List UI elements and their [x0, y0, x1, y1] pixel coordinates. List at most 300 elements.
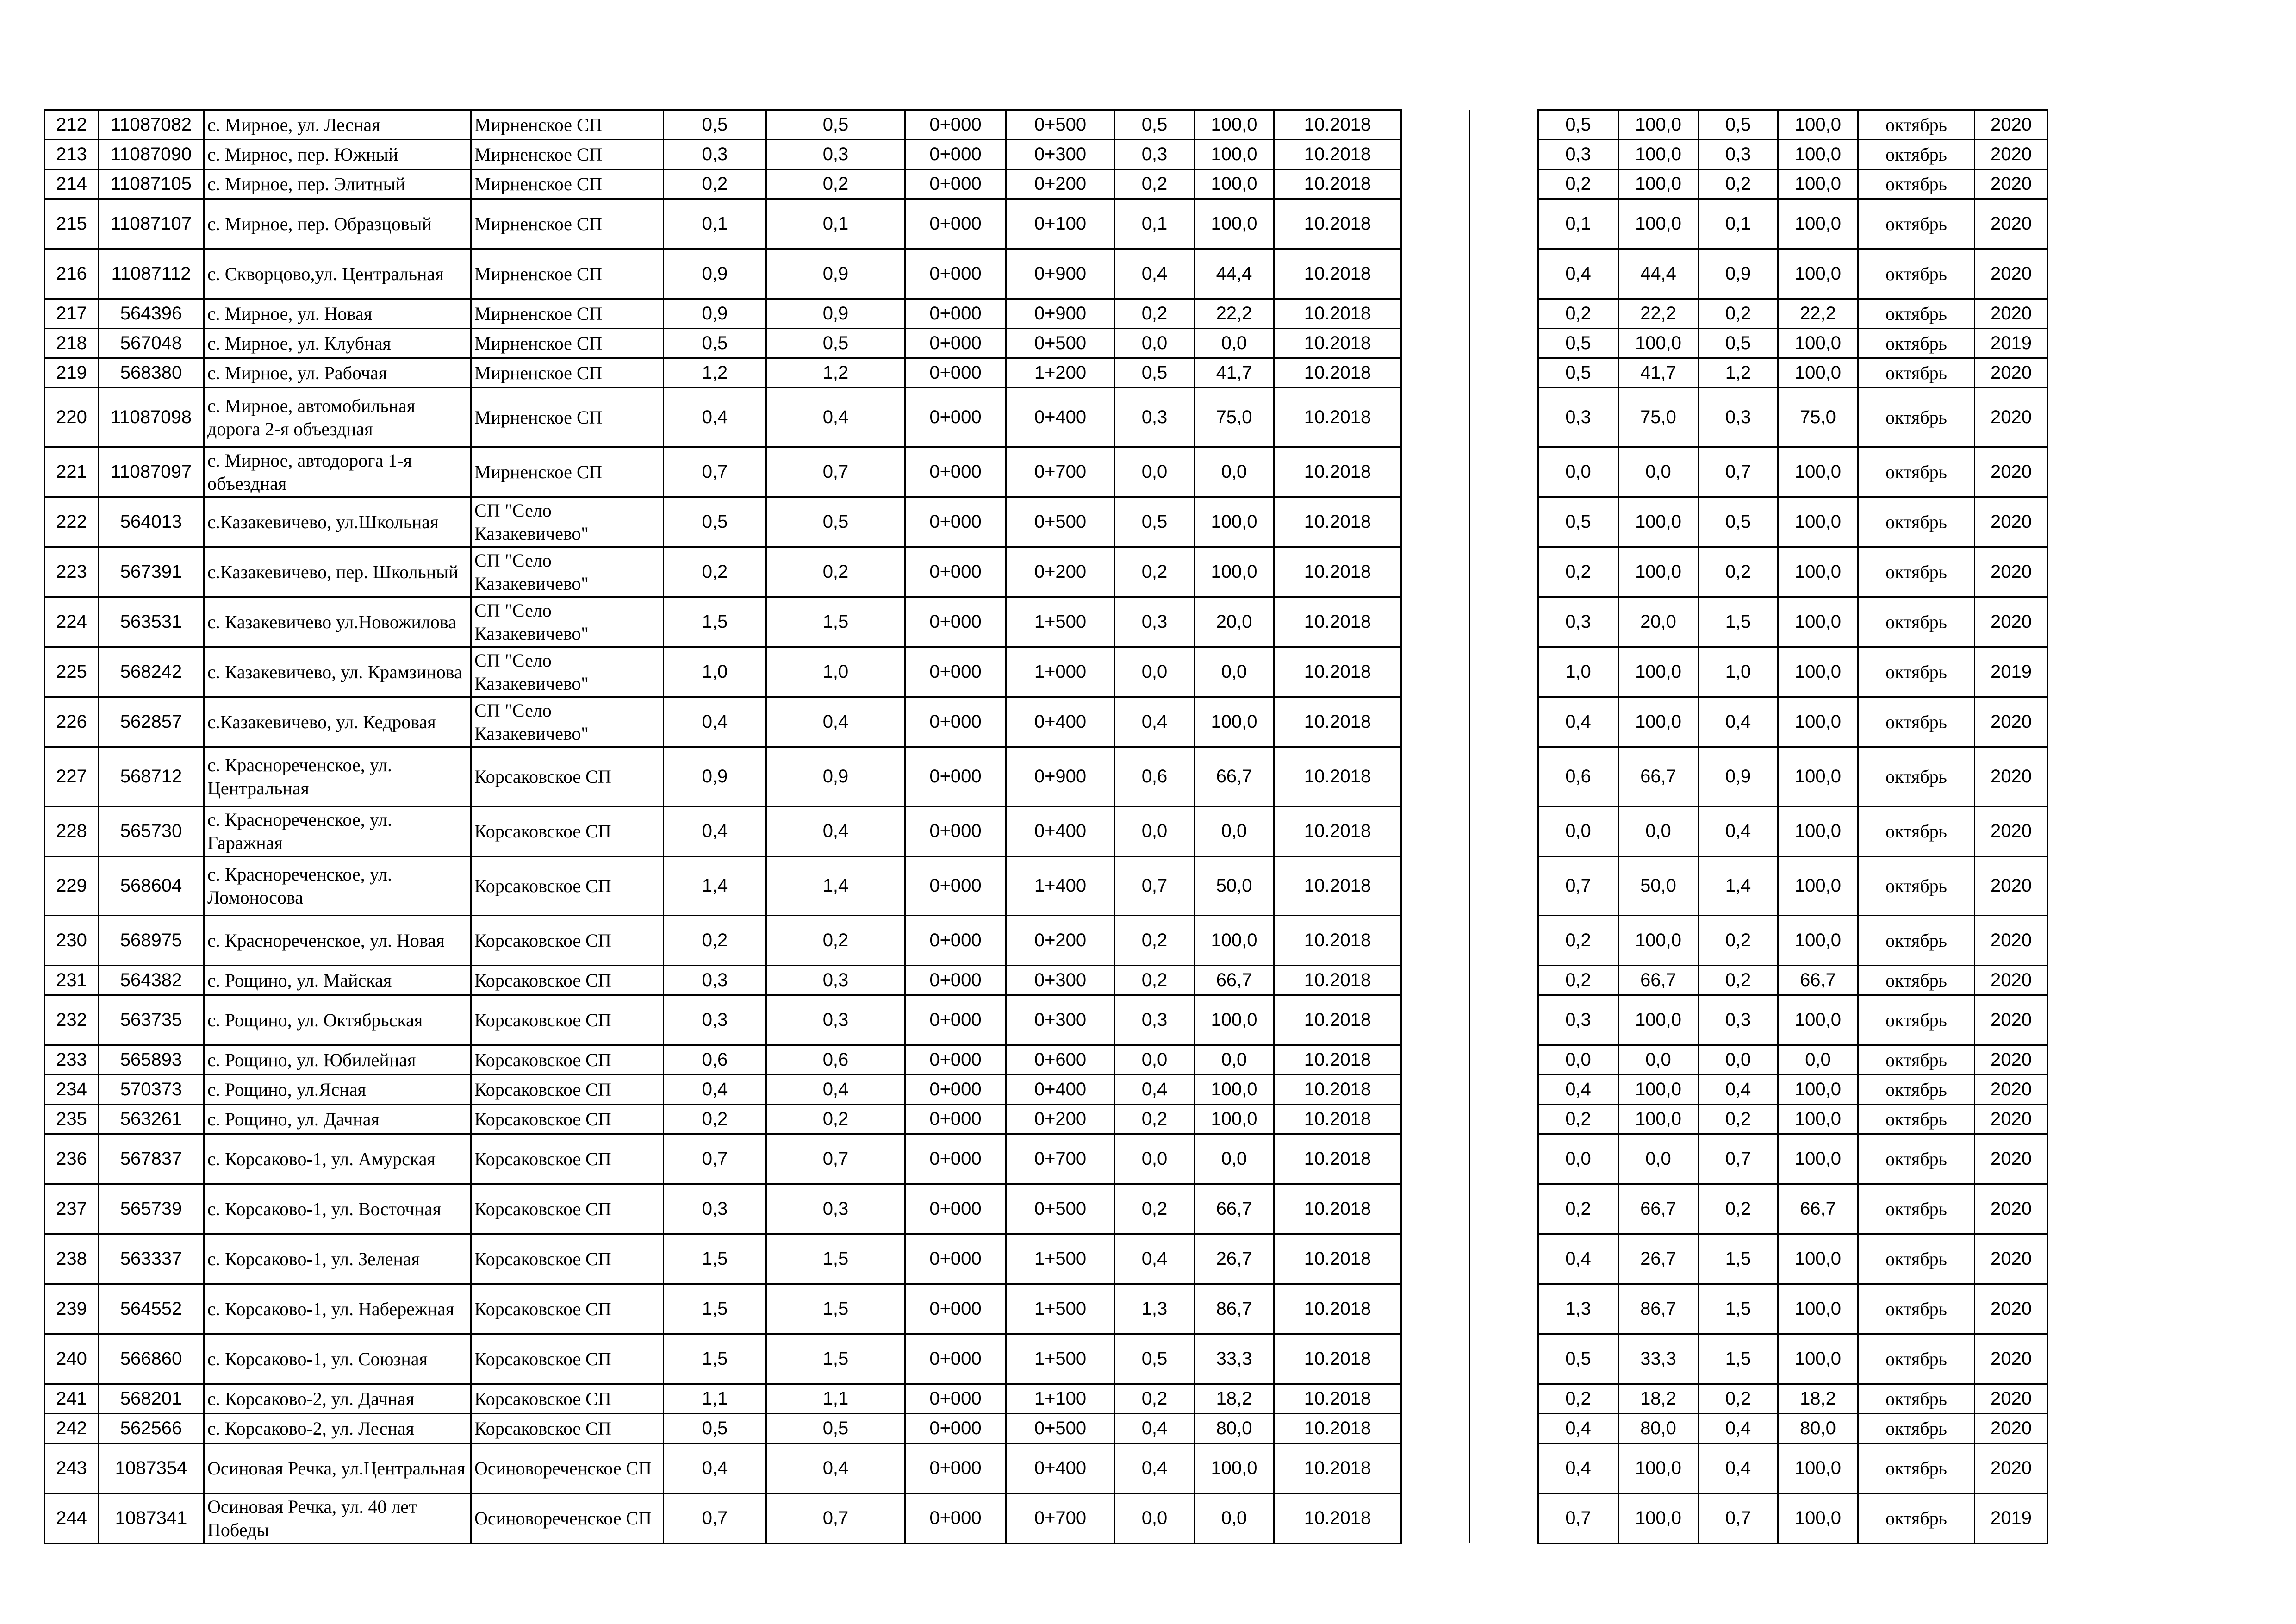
cell-repaired-km: 0,3 — [1115, 388, 1195, 447]
cell-blank-col-a — [1401, 299, 1470, 329]
cell-road-name: с. Мирное, ул. Новая — [204, 299, 471, 329]
cell-row-number: 223 — [45, 547, 99, 597]
cell-total-pct: 0,0 — [1778, 1045, 1858, 1075]
cell-month: октябрь — [1858, 856, 1975, 916]
cell-settlement: СП "Село Казакевичево" — [471, 697, 664, 747]
cell-plan-pct: 66,7 — [1618, 1184, 1699, 1234]
cell-year: 2020 — [1975, 169, 2048, 199]
cell-road-id: 1087341 — [99, 1493, 204, 1543]
cell-repaired-pct: 100,0 — [1195, 1075, 1274, 1105]
cell-month: октябрь — [1858, 747, 1975, 806]
cell-settlement: Мирненское СП — [471, 447, 664, 497]
cell-repair-date: 10.2018 — [1274, 647, 1401, 697]
cell-blank-col-a — [1401, 966, 1470, 995]
cell-total-km: 0,7 — [1699, 447, 1778, 497]
cell-road-id: 11087112 — [99, 249, 204, 299]
cell-repair-date: 10.2018 — [1274, 1234, 1401, 1284]
cell-start-km: 0+000 — [905, 916, 1006, 966]
cell-length-total: 1,2 — [664, 358, 766, 388]
cell-row-number: 243 — [45, 1443, 99, 1493]
cell-total-pct: 100,0 — [1778, 249, 1858, 299]
cell-repair-date: 10.2018 — [1274, 1184, 1401, 1234]
table-row — [45, 1184, 2048, 1234]
cell-blank-col-b — [1470, 329, 1538, 358]
cell-start-km: 0+000 — [905, 647, 1006, 697]
cell-repaired-km: 0,0 — [1115, 447, 1195, 497]
cell-length-repair: 1,5 — [766, 1334, 905, 1384]
cell-repaired-pct: 100,0 — [1195, 697, 1274, 747]
cell-plan-km: 0,2 — [1538, 1105, 1618, 1134]
cell-start-km: 0+000 — [905, 1284, 1006, 1334]
cell-repair-date: 10.2018 — [1274, 747, 1401, 806]
cell-total-pct: 75,0 — [1778, 388, 1858, 447]
cell-road-name: с. Корсаково-1, ул. Зеленая — [204, 1234, 471, 1284]
cell-row-number: 244 — [45, 1493, 99, 1543]
cell-length-total: 0,3 — [664, 995, 766, 1045]
cell-end-km: 0+200 — [1006, 916, 1115, 966]
cell-end-km: 0+900 — [1006, 747, 1115, 806]
cell-month: октябрь — [1858, 249, 1975, 299]
cell-year: 2020 — [1975, 597, 2048, 647]
cell-plan-km: 0,2 — [1538, 966, 1618, 995]
table-row — [45, 140, 2048, 169]
cell-blank-col-b — [1470, 1414, 1538, 1443]
cell-road-id: 563735 — [99, 995, 204, 1045]
cell-length-total: 0,7 — [664, 1134, 766, 1184]
cell-blank-col-b — [1470, 1284, 1538, 1334]
cell-year: 2020 — [1975, 856, 2048, 916]
cell-plan-pct: 100,0 — [1618, 329, 1699, 358]
cell-month: октябрь — [1858, 169, 1975, 199]
cell-plan-pct: 100,0 — [1618, 140, 1699, 169]
cell-end-km: 0+500 — [1006, 1184, 1115, 1234]
table-row — [45, 597, 2048, 647]
cell-plan-pct: 100,0 — [1618, 1493, 1699, 1543]
cell-repaired-pct: 50,0 — [1195, 856, 1274, 916]
cell-repair-date: 10.2018 — [1274, 299, 1401, 329]
cell-repaired-pct: 0,0 — [1195, 329, 1274, 358]
cell-plan-km: 0,5 — [1538, 497, 1618, 547]
cell-road-name: Осиновая Речка, ул.Центральная — [204, 1443, 471, 1493]
cell-total-km: 0,4 — [1699, 1414, 1778, 1443]
cell-road-name: с. Рощино, ул. Дачная — [204, 1105, 471, 1134]
cell-row-number: 227 — [45, 747, 99, 806]
cell-length-repair: 0,3 — [766, 1184, 905, 1234]
cell-repair-date: 10.2018 — [1274, 1384, 1401, 1414]
cell-length-total: 1,0 — [664, 647, 766, 697]
cell-plan-km: 0,4 — [1538, 1234, 1618, 1284]
cell-repair-date: 10.2018 — [1274, 597, 1401, 647]
cell-total-pct: 100,0 — [1778, 995, 1858, 1045]
cell-repaired-pct: 18,2 — [1195, 1384, 1274, 1414]
cell-repair-date: 10.2018 — [1274, 966, 1401, 995]
cell-year: 2020 — [1975, 697, 2048, 747]
cell-total-km: 0,2 — [1699, 299, 1778, 329]
cell-repaired-km: 0,3 — [1115, 597, 1195, 647]
cell-month: октябрь — [1858, 547, 1975, 597]
cell-road-id: 563531 — [99, 597, 204, 647]
cell-repaired-km: 0,5 — [1115, 110, 1195, 140]
cell-road-name: с. Корсаково-1, ул. Восточная — [204, 1184, 471, 1234]
cell-length-total: 1,4 — [664, 856, 766, 916]
cell-repair-date: 10.2018 — [1274, 1134, 1401, 1184]
cell-total-km: 0,0 — [1699, 1045, 1778, 1075]
cell-total-pct: 22,2 — [1778, 299, 1858, 329]
cell-plan-pct: 18,2 — [1618, 1384, 1699, 1414]
cell-repaired-km: 0,2 — [1115, 547, 1195, 597]
cell-repair-date: 10.2018 — [1274, 1414, 1401, 1443]
cell-road-id: 565730 — [99, 806, 204, 856]
cell-length-total: 0,7 — [664, 1493, 766, 1543]
cell-total-km: 0,9 — [1699, 747, 1778, 806]
cell-blank-col-a — [1401, 1384, 1470, 1414]
cell-total-km: 1,5 — [1699, 1234, 1778, 1284]
cell-blank-col-a — [1401, 597, 1470, 647]
cell-repaired-pct: 100,0 — [1195, 110, 1274, 140]
cell-total-pct: 18,2 — [1778, 1384, 1858, 1414]
cell-length-repair: 0,7 — [766, 1134, 905, 1184]
cell-repaired-km: 0,2 — [1115, 1105, 1195, 1134]
cell-repaired-pct: 0,0 — [1195, 1493, 1274, 1543]
cell-end-km: 0+500 — [1006, 497, 1115, 547]
cell-length-repair: 0,9 — [766, 747, 905, 806]
cell-blank-col-a — [1401, 1134, 1470, 1184]
cell-end-km: 0+700 — [1006, 447, 1115, 497]
cell-start-km: 0+000 — [905, 169, 1006, 199]
cell-length-repair: 0,5 — [766, 1414, 905, 1443]
cell-repair-date: 10.2018 — [1274, 995, 1401, 1045]
cell-plan-km: 0,2 — [1538, 169, 1618, 199]
cell-plan-km: 0,3 — [1538, 140, 1618, 169]
cell-repair-date: 10.2018 — [1274, 856, 1401, 916]
cell-road-name: с. Корсаково-1, ул. Амурская — [204, 1134, 471, 1184]
cell-end-km: 0+300 — [1006, 995, 1115, 1045]
cell-row-number: 233 — [45, 1045, 99, 1075]
cell-blank-col-a — [1401, 1443, 1470, 1493]
cell-total-km: 0,2 — [1699, 1105, 1778, 1134]
table-row — [45, 447, 2048, 497]
cell-blank-col-b — [1470, 806, 1538, 856]
cell-length-total: 0,4 — [664, 697, 766, 747]
cell-month: октябрь — [1858, 1334, 1975, 1384]
cell-month: октябрь — [1858, 995, 1975, 1045]
cell-repaired-km: 0,0 — [1115, 1493, 1195, 1543]
cell-year: 2020 — [1975, 966, 2048, 995]
cell-year: 2020 — [1975, 447, 2048, 497]
cell-length-total: 0,3 — [664, 966, 766, 995]
cell-year: 2019 — [1975, 647, 2048, 697]
cell-road-name: с. Корсаково-2, ул. Дачная — [204, 1384, 471, 1414]
cell-row-number: 215 — [45, 199, 99, 249]
cell-month: октябрь — [1858, 1443, 1975, 1493]
cell-settlement: Корсаковское СП — [471, 916, 664, 966]
table-row — [45, 1443, 2048, 1493]
cell-blank-col-b — [1470, 358, 1538, 388]
cell-road-id: 564552 — [99, 1284, 204, 1334]
cell-repaired-km: 0,7 — [1115, 856, 1195, 916]
cell-year: 2020 — [1975, 249, 2048, 299]
cell-plan-pct: 100,0 — [1618, 110, 1699, 140]
cell-year: 2020 — [1975, 1105, 2048, 1134]
cell-length-total: 0,5 — [664, 497, 766, 547]
table-row — [45, 1493, 2048, 1543]
cell-start-km: 0+000 — [905, 1134, 1006, 1184]
cell-repaired-pct: 0,0 — [1195, 447, 1274, 497]
cell-road-name: с. Мирное, ул. Лесная — [204, 110, 471, 140]
cell-end-km: 0+400 — [1006, 388, 1115, 447]
cell-road-id: 563337 — [99, 1234, 204, 1284]
cell-total-km: 1,5 — [1699, 597, 1778, 647]
cell-year: 2020 — [1975, 1184, 2048, 1234]
cell-row-number: 232 — [45, 995, 99, 1045]
cell-plan-pct: 100,0 — [1618, 1443, 1699, 1493]
cell-row-number: 228 — [45, 806, 99, 856]
cell-total-km: 0,9 — [1699, 249, 1778, 299]
cell-length-repair: 0,1 — [766, 199, 905, 249]
cell-blank-col-b — [1470, 447, 1538, 497]
cell-year: 2020 — [1975, 140, 2048, 169]
cell-month: октябрь — [1858, 199, 1975, 249]
cell-start-km: 0+000 — [905, 110, 1006, 140]
cell-road-id: 1087354 — [99, 1443, 204, 1493]
cell-end-km: 0+700 — [1006, 1134, 1115, 1184]
cell-start-km: 0+000 — [905, 1184, 1006, 1234]
cell-length-total: 0,5 — [664, 110, 766, 140]
cell-plan-pct: 0,0 — [1618, 1045, 1699, 1075]
cell-repair-date: 10.2018 — [1274, 806, 1401, 856]
cell-settlement: Корсаковское СП — [471, 747, 664, 806]
cell-plan-pct: 100,0 — [1618, 1075, 1699, 1105]
cell-plan-km: 0,4 — [1538, 697, 1618, 747]
cell-year: 2020 — [1975, 1284, 2048, 1334]
cell-start-km: 0+000 — [905, 299, 1006, 329]
cell-total-km: 0,3 — [1699, 388, 1778, 447]
cell-row-number: 239 — [45, 1284, 99, 1334]
cell-repaired-pct: 0,0 — [1195, 647, 1274, 697]
table-row — [45, 856, 2048, 916]
cell-start-km: 0+000 — [905, 1045, 1006, 1075]
cell-length-total: 0,7 — [664, 447, 766, 497]
cell-length-repair: 1,5 — [766, 597, 905, 647]
cell-length-repair: 0,4 — [766, 1075, 905, 1105]
cell-blank-col-a — [1401, 1414, 1470, 1443]
cell-blank-col-a — [1401, 447, 1470, 497]
cell-repair-date: 10.2018 — [1274, 1045, 1401, 1075]
cell-total-pct: 66,7 — [1778, 966, 1858, 995]
cell-plan-pct: 0,0 — [1618, 1134, 1699, 1184]
cell-settlement: Мирненское СП — [471, 358, 664, 388]
cell-year: 2020 — [1975, 1234, 2048, 1284]
cell-repair-date: 10.2018 — [1274, 1334, 1401, 1384]
cell-settlement: Корсаковское СП — [471, 966, 664, 995]
cell-plan-km: 0,2 — [1538, 916, 1618, 966]
cell-year: 2020 — [1975, 299, 2048, 329]
cell-year: 2020 — [1975, 1384, 2048, 1414]
cell-road-id: 568604 — [99, 856, 204, 916]
cell-repaired-pct: 66,7 — [1195, 747, 1274, 806]
cell-road-id: 567391 — [99, 547, 204, 597]
cell-road-name: с. Мирное, автомобильная дорога 2-я объездная — [204, 388, 471, 447]
cell-total-pct: 100,0 — [1778, 597, 1858, 647]
table-row — [45, 1284, 2048, 1334]
cell-settlement: Корсаковское СП — [471, 806, 664, 856]
cell-row-number: 213 — [45, 140, 99, 169]
cell-blank-col-b — [1470, 140, 1538, 169]
cell-start-km: 0+000 — [905, 966, 1006, 995]
cell-year: 2019 — [1975, 1493, 2048, 1543]
cell-plan-pct: 44,4 — [1618, 249, 1699, 299]
cell-repaired-km: 0,2 — [1115, 299, 1195, 329]
cell-blank-col-b — [1470, 1334, 1538, 1384]
cell-start-km: 0+000 — [905, 497, 1006, 547]
cell-plan-km: 0,6 — [1538, 747, 1618, 806]
cell-blank-col-b — [1470, 169, 1538, 199]
cell-end-km: 0+400 — [1006, 806, 1115, 856]
cell-plan-pct: 26,7 — [1618, 1234, 1699, 1284]
cell-total-pct: 100,0 — [1778, 1075, 1858, 1105]
cell-month: октябрь — [1858, 806, 1975, 856]
table-row — [45, 697, 2048, 747]
cell-blank-col-b — [1470, 1105, 1538, 1134]
cell-start-km: 0+000 — [905, 358, 1006, 388]
cell-settlement: Корсаковское СП — [471, 1134, 664, 1184]
cell-length-total: 0,4 — [664, 388, 766, 447]
cell-year: 2020 — [1975, 806, 2048, 856]
cell-start-km: 0+000 — [905, 697, 1006, 747]
cell-blank-col-b — [1470, 199, 1538, 249]
cell-road-id: 11087090 — [99, 140, 204, 169]
cell-repaired-pct: 66,7 — [1195, 966, 1274, 995]
cell-plan-km: 0,0 — [1538, 806, 1618, 856]
cell-month: октябрь — [1858, 1493, 1975, 1543]
cell-total-km: 0,2 — [1699, 169, 1778, 199]
cell-total-pct: 100,0 — [1778, 1234, 1858, 1284]
cell-month: октябрь — [1858, 1134, 1975, 1184]
cell-repair-date: 10.2018 — [1274, 199, 1401, 249]
cell-start-km: 0+000 — [905, 1443, 1006, 1493]
cell-year: 2020 — [1975, 110, 2048, 140]
cell-road-id: 568975 — [99, 916, 204, 966]
cell-year: 2020 — [1975, 747, 2048, 806]
cell-blank-col-b — [1470, 1493, 1538, 1543]
table-row — [45, 299, 2048, 329]
cell-blank-col-b — [1470, 966, 1538, 995]
cell-end-km: 0+500 — [1006, 110, 1115, 140]
cell-start-km: 0+000 — [905, 1493, 1006, 1543]
cell-end-km: 1+500 — [1006, 597, 1115, 647]
cell-plan-km: 0,0 — [1538, 1045, 1618, 1075]
cell-total-pct: 100,0 — [1778, 140, 1858, 169]
table-row — [45, 1384, 2048, 1414]
cell-blank-col-b — [1470, 597, 1538, 647]
cell-blank-col-b — [1470, 388, 1538, 447]
cell-end-km: 0+400 — [1006, 1075, 1115, 1105]
cell-total-pct: 100,0 — [1778, 547, 1858, 597]
cell-blank-col-a — [1401, 806, 1470, 856]
cell-road-name: с. Краснореченское, ул. Центральная — [204, 747, 471, 806]
cell-length-repair: 0,7 — [766, 1493, 905, 1543]
cell-start-km: 0+000 — [905, 1105, 1006, 1134]
cell-settlement: Мирненское СП — [471, 299, 664, 329]
cell-end-km: 1+400 — [1006, 856, 1115, 916]
cell-month: октябрь — [1858, 358, 1975, 388]
cell-row-number: 212 — [45, 110, 99, 140]
cell-blank-col-a — [1401, 1075, 1470, 1105]
cell-total-km: 1,5 — [1699, 1284, 1778, 1334]
cell-repaired-km: 0,5 — [1115, 497, 1195, 547]
cell-total-pct: 100,0 — [1778, 747, 1858, 806]
cell-total-pct: 100,0 — [1778, 447, 1858, 497]
road-repair-table — [44, 109, 2048, 1544]
cell-total-pct: 100,0 — [1778, 1134, 1858, 1184]
cell-row-number: 224 — [45, 597, 99, 647]
cell-repaired-pct: 26,7 — [1195, 1234, 1274, 1284]
cell-end-km: 0+700 — [1006, 1493, 1115, 1543]
cell-blank-col-a — [1401, 1184, 1470, 1234]
cell-road-name: с.Казакевичево, пер. Школьный — [204, 547, 471, 597]
cell-settlement: Мирненское СП — [471, 249, 664, 299]
cell-end-km: 0+900 — [1006, 249, 1115, 299]
cell-blank-col-a — [1401, 547, 1470, 597]
cell-start-km: 0+000 — [905, 1075, 1006, 1105]
cell-start-km: 0+000 — [905, 597, 1006, 647]
cell-blank-col-b — [1470, 856, 1538, 916]
cell-repair-date: 10.2018 — [1274, 358, 1401, 388]
cell-total-km: 0,4 — [1699, 1075, 1778, 1105]
cell-plan-km: 0,5 — [1538, 110, 1618, 140]
cell-road-id: 11087098 — [99, 388, 204, 447]
cell-road-name: с. Корсаково-1, ул. Союзная — [204, 1334, 471, 1384]
cell-end-km: 0+200 — [1006, 169, 1115, 199]
cell-month: октябрь — [1858, 388, 1975, 447]
cell-road-id: 11087082 — [99, 110, 204, 140]
cell-settlement: Корсаковское СП — [471, 1075, 664, 1105]
cell-month: октябрь — [1858, 597, 1975, 647]
cell-start-km: 0+000 — [905, 1234, 1006, 1284]
cell-row-number: 218 — [45, 329, 99, 358]
cell-blank-col-a — [1401, 169, 1470, 199]
cell-road-name: с. Мирное, ул. Клубная — [204, 329, 471, 358]
cell-plan-pct: 41,7 — [1618, 358, 1699, 388]
cell-length-total: 1,5 — [664, 1284, 766, 1334]
cell-road-id: 11087107 — [99, 199, 204, 249]
cell-road-name: с. Скворцово,ул. Центральная — [204, 249, 471, 299]
cell-road-id: 562566 — [99, 1414, 204, 1443]
cell-road-name: с. Мирное, пер. Элитный — [204, 169, 471, 199]
cell-blank-col-a — [1401, 358, 1470, 388]
cell-blank-col-a — [1401, 329, 1470, 358]
cell-repair-date: 10.2018 — [1274, 140, 1401, 169]
cell-end-km: 0+100 — [1006, 199, 1115, 249]
cell-road-id: 567837 — [99, 1134, 204, 1184]
cell-total-pct: 100,0 — [1778, 1284, 1858, 1334]
cell-repaired-km: 0,4 — [1115, 1443, 1195, 1493]
cell-road-name: с. Казакевичево, ул. Крамзинова — [204, 647, 471, 697]
table-row — [45, 647, 2048, 697]
cell-plan-pct: 86,7 — [1618, 1284, 1699, 1334]
cell-length-total: 0,4 — [664, 1443, 766, 1493]
cell-month: октябрь — [1858, 447, 1975, 497]
cell-length-total: 0,9 — [664, 249, 766, 299]
cell-year: 2019 — [1975, 329, 2048, 358]
cell-length-repair: 0,2 — [766, 916, 905, 966]
cell-total-pct: 100,0 — [1778, 497, 1858, 547]
cell-row-number: 231 — [45, 966, 99, 995]
cell-plan-km: 0,4 — [1538, 1443, 1618, 1493]
cell-length-repair: 0,9 — [766, 249, 905, 299]
cell-repair-date: 10.2018 — [1274, 1105, 1401, 1134]
cell-blank-col-b — [1470, 647, 1538, 697]
